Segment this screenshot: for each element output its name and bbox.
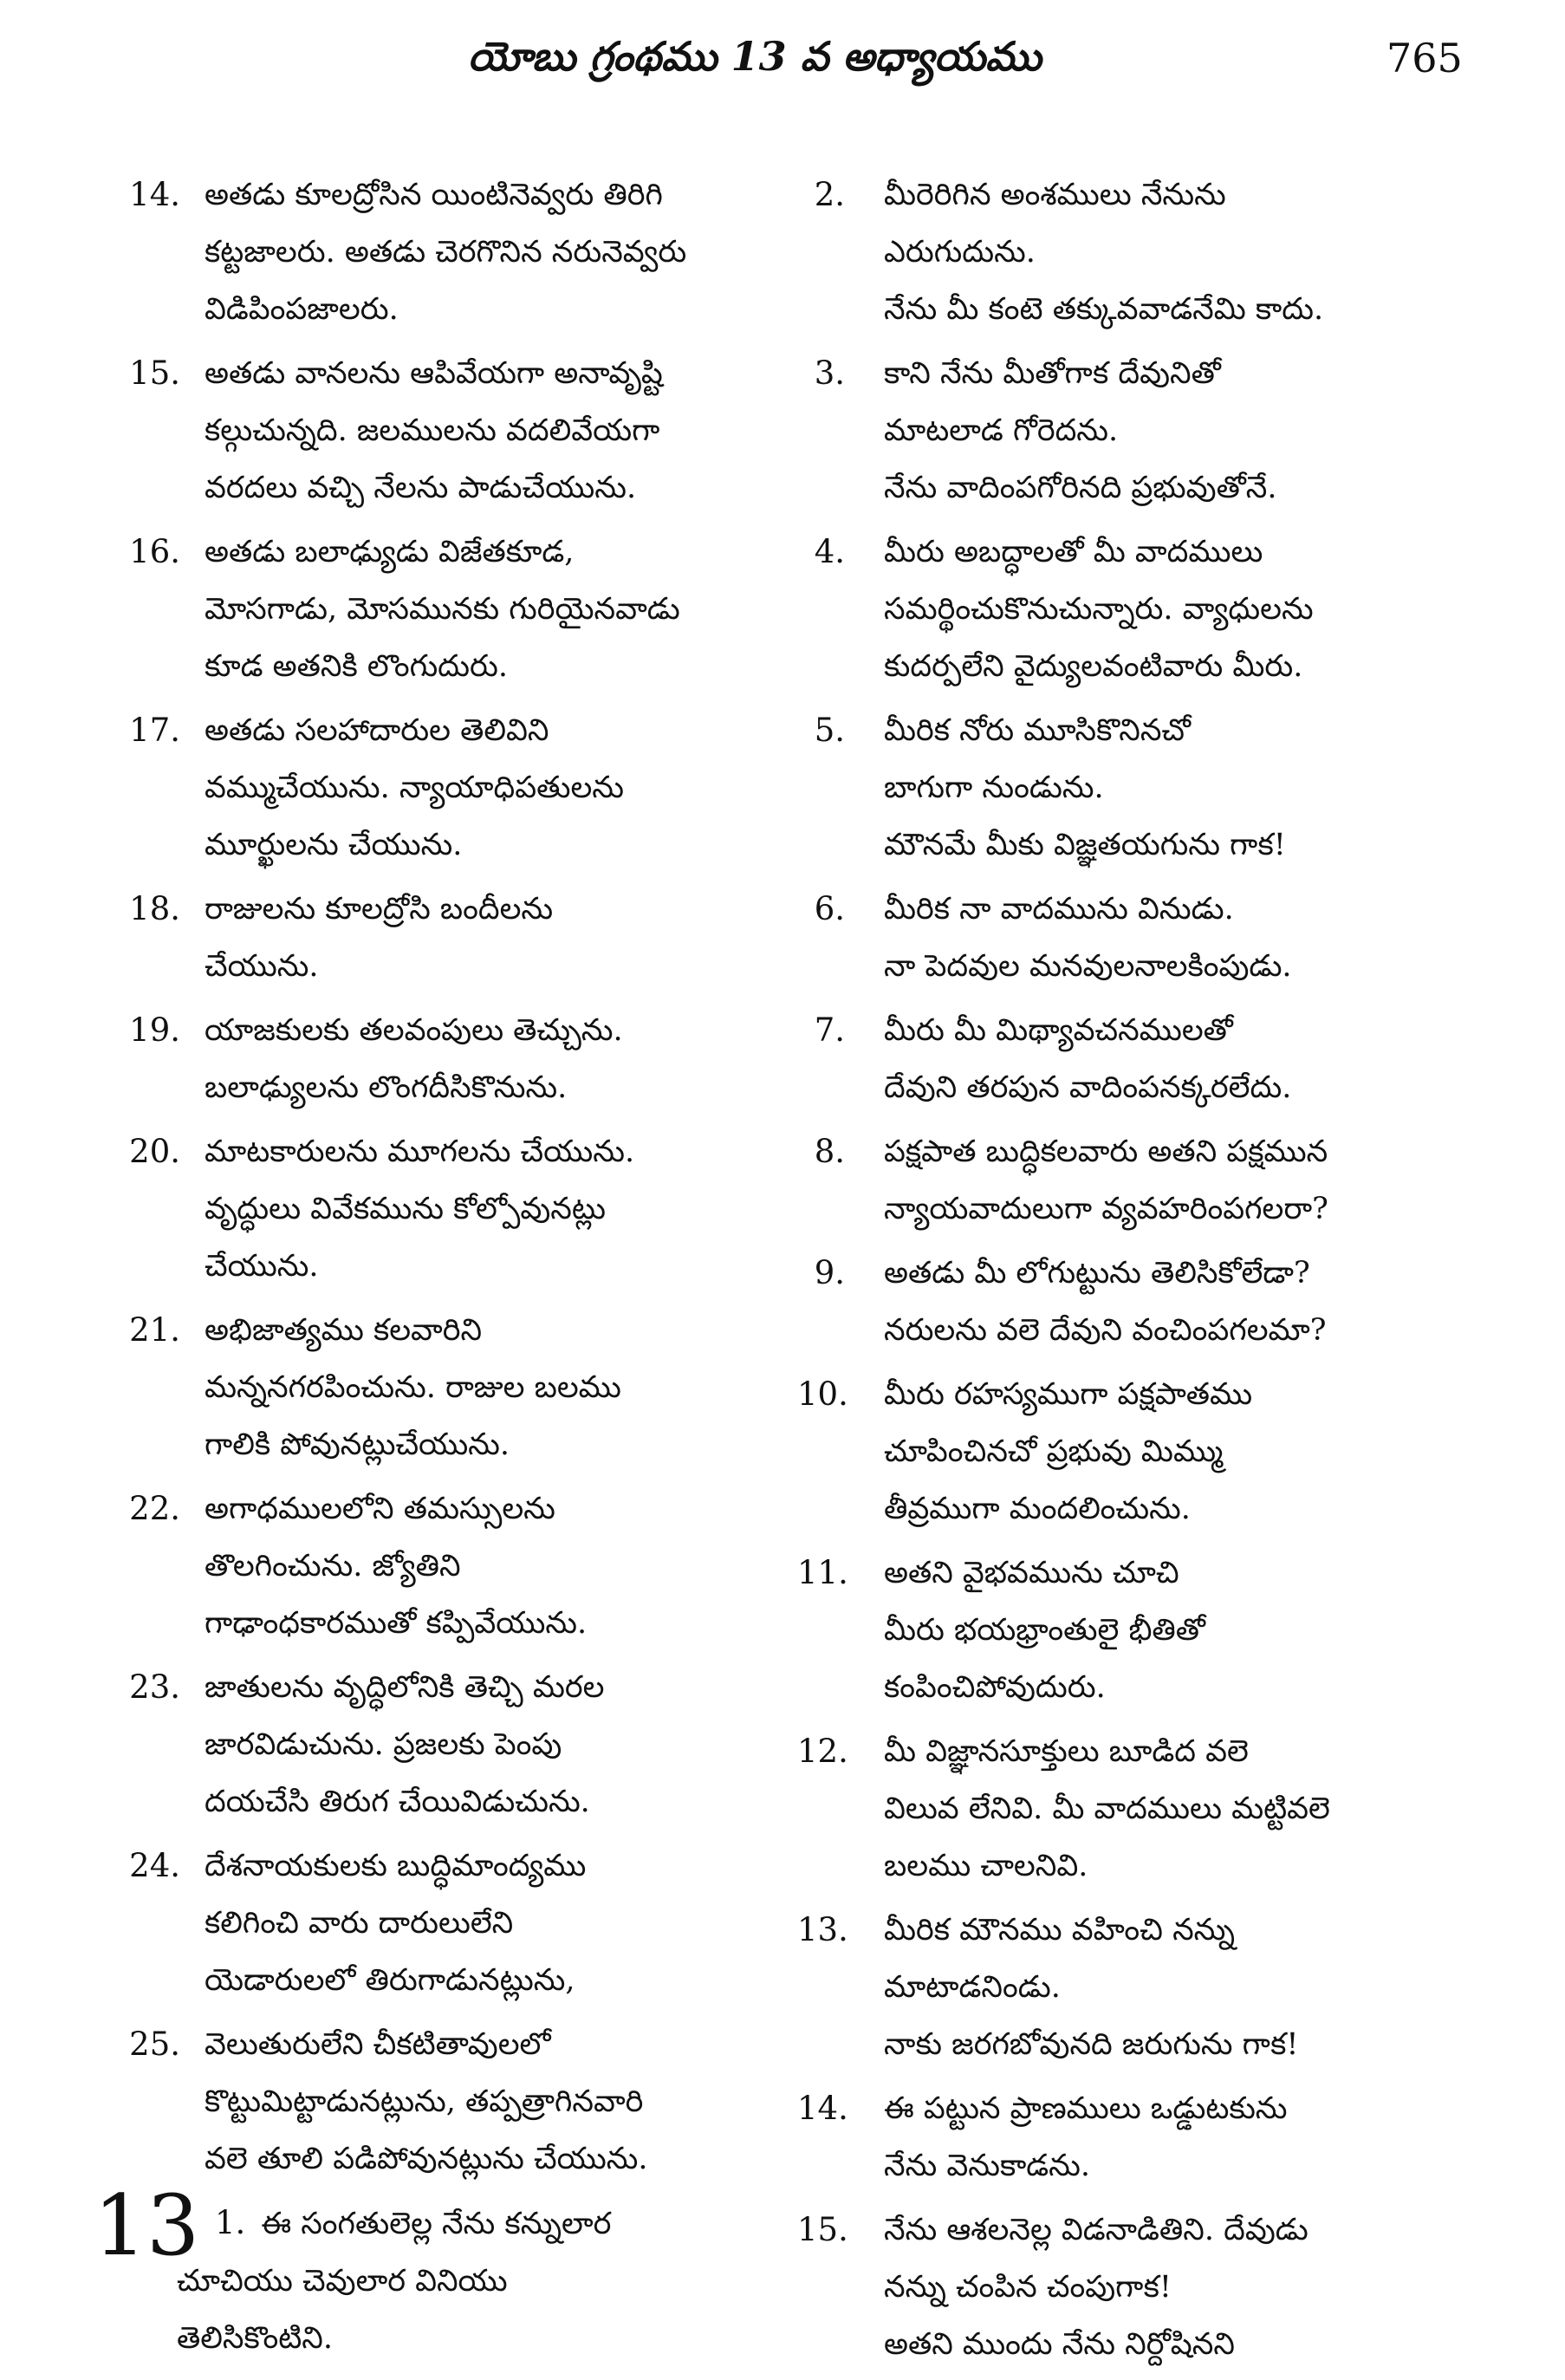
right-verse-list: [797, 166, 1473, 2373]
verse-line: వలె తూలి పడిపోవునట్లును చేయును.: [205, 2142, 648, 2176]
verse-line: విడిపింపజాలరు.: [205, 292, 399, 327]
verse: [797, 1245, 1473, 1359]
verse-line: మీరు అబద్ధాలతో మీ వాదములు: [884, 535, 1263, 569]
verse-line: అతడు మీ లోగుట్టును తెలిసికోలేడా?: [884, 1256, 1310, 1291]
verse-number: 19.: [129, 1011, 180, 1049]
verse: [94, 1837, 752, 2009]
verse-number: 8.: [814, 1133, 845, 1170]
verse-line: తెలిసికొంటిని.: [177, 2321, 333, 2356]
verse-number: 22.: [129, 1490, 180, 1527]
verse-line: జారవిడుచును. ప్రజలకు పెంపు: [205, 1727, 562, 1762]
verse: [797, 523, 1473, 695]
left-column: [94, 166, 752, 2367]
verse-line: మౌనమే మీకు విజ్ఞతయగును గాక!: [884, 828, 1286, 862]
verse-line: మోసగాడు, మోసమునకు గురియైనవాడు: [205, 592, 680, 627]
verse-line: కంపించిపోవుదురు.: [884, 1670, 1106, 1705]
verse-line: మీరెరిగిన అంశములు నేనును: [884, 178, 1226, 212]
verse: [797, 1002, 1473, 1116]
verse-number: 14.: [129, 176, 180, 213]
verse-line: కాని నేను మీతోగాక దేవునితో: [884, 356, 1221, 391]
verse-line: మీరిక మౌనము వహించి నన్ను: [884, 1913, 1235, 1948]
verse-number: 15.: [129, 354, 180, 392]
verse-line: నాకు జరగబోవునది జరుగును గాక!: [884, 2027, 1299, 2062]
verse-number: 18.: [129, 890, 180, 927]
page-header: [0, 33, 1565, 111]
verse-line: అతడు సలహాదారుల తెలివిని: [205, 713, 549, 748]
verse: [797, 2080, 1473, 2195]
verse-line: నేను ఆశలనెల్ల విడనాడితిని. దేవుడు: [884, 2213, 1308, 2247]
verse-line: అగాధములలోని తమస్సులను: [205, 1492, 555, 1526]
verse-number: 11.: [797, 1554, 848, 1591]
verse: [94, 345, 752, 517]
verse-line: రాజులను కూలద్రోసి బందీలను: [205, 892, 554, 927]
verse-line: మన్ననగరపించును. రాజుల బలము: [205, 1370, 621, 1405]
verse-number: 6.: [814, 890, 845, 927]
verse: [94, 1123, 752, 1295]
verse-line: యెడారులలో తిరుగాడునట్లును,: [205, 1963, 575, 1998]
verse-line: మీరిక నా వాదమును వినుడు.: [884, 892, 1234, 927]
verse-line: మీరు రహస్యముగా పక్షపాతము: [884, 1377, 1253, 1412]
verse-line: అతని ముందు నేను నిర్దోషినని: [884, 2327, 1235, 2362]
verse: [797, 345, 1473, 517]
verse-number: 5.: [814, 712, 845, 749]
verse: [94, 1002, 752, 1116]
verse-line: నా పెదవుల మనవులనాలకింపుడు.: [884, 949, 1292, 984]
verse-number: 17.: [129, 712, 180, 749]
verse: [797, 881, 1473, 995]
verse-line: కూడ అతనికి లొంగుదురు.: [205, 649, 508, 684]
verse: [797, 1544, 1473, 1716]
verse: [94, 881, 752, 995]
verse: [94, 702, 752, 874]
verse-line: నరులను వలె దేవుని వంచింపగలమా?: [884, 1313, 1327, 1348]
verse-line: వమ్ముచేయును. న్యాయాధిపతులను: [205, 771, 624, 805]
verse-line: చేయును.: [205, 1249, 319, 1284]
verse-line: అతడు వానలను ఆపివేయగా అనావృష్టి: [205, 356, 663, 391]
verse: [94, 1302, 752, 1473]
verse-number: 3.: [814, 354, 845, 392]
verse: [797, 1902, 1473, 2073]
verse-line: నేను వాదింపగోరినది ప్రభువుతోనే.: [884, 471, 1277, 505]
verse-line: కట్టజాలరు. అతడు చెరగొనిన నరునెవ్వరు: [205, 235, 687, 270]
verse-line: అతడు బలాఢ్యుడు విజేతకూడ,: [205, 535, 575, 569]
verse-line: నన్ను చంపిన చంపుగాక!: [884, 2270, 1172, 2305]
verse: [797, 2201, 1473, 2373]
verse-number: 24.: [129, 1847, 180, 1884]
verse-number: 16.: [129, 533, 180, 570]
right-column: [797, 166, 1473, 2380]
verse-line: చేయును.: [205, 949, 319, 984]
verse: [94, 2016, 752, 2188]
verse-line: మాటకారులను మూగలను చేయును.: [205, 1135, 635, 1169]
verse-number: 25.: [129, 2026, 180, 2063]
verse: [94, 166, 752, 338]
verse-line: అతని వైభవమును చూచి: [884, 1556, 1179, 1590]
verse-line: నేను మీ కంటె తక్కువవాడనేమి కాదు.: [884, 292, 1324, 327]
verse-line: మాటాడనిండు.: [884, 1970, 1061, 2005]
verse-line: చూచియు చెవులార వినియు: [177, 2264, 508, 2299]
verse-number: 1.: [215, 2204, 246, 2241]
verse-line: ఎరుగుదును.: [884, 235, 1036, 270]
verse: [797, 166, 1473, 338]
verse-line: యాజకులకు తలవంపులు తెచ్చును.: [205, 1013, 623, 1048]
verse: [797, 1723, 1473, 1895]
verse-number: 10.: [797, 1375, 848, 1413]
verse-number: 15.: [797, 2211, 848, 2248]
verse-line: బలాఢ్యులను లొంగదీసికొనును.: [205, 1070, 568, 1105]
verse-line: దేవుని తరపున వాదింపనక్కరలేదు.: [884, 1070, 1292, 1105]
verse-line: కుదర్పలేని వైద్యులవంటివారు మీరు.: [884, 649, 1303, 684]
verse-line: బాగుగా నుండును.: [884, 771, 1104, 805]
verse-number: 21.: [129, 1311, 180, 1349]
verse-line: మీరు మీ మిథ్యావచనములతో: [884, 1013, 1233, 1048]
verse-line: తొలగించును. జ్యోతిని: [205, 1549, 461, 1583]
verse-line: మీ విజ్ఞానసూక్తులు బూడిద వలె: [884, 1734, 1249, 1769]
verse-line: మీరిక నోరు మూసికొనినచో: [884, 713, 1192, 748]
verse-number: 9.: [814, 1254, 845, 1291]
verse-line: వరదలు వచ్చి నేలను పాడుచేయును.: [205, 471, 637, 505]
verse-line: కల్గుచున్నది. జలములను వదలివేయగా: [205, 413, 660, 448]
running-title: యోబు గ్రంథము 13 వ అధ్యాయము: [468, 33, 1042, 80]
verse-line: వెలుతురులేని చీకటితావులలో: [205, 2027, 551, 2062]
verse-line: మీరు భయభ్రాంతులై భీతితో: [884, 1613, 1205, 1648]
verse: [797, 702, 1473, 874]
verse-line: గాలికి పోవునట్లుచేయును.: [205, 1427, 510, 1462]
verse: [797, 1123, 1473, 1238]
verse-number: 20.: [129, 1133, 180, 1170]
verse: [797, 1366, 1473, 1538]
verse-number: 14.: [797, 2090, 848, 2127]
verse-line: విలువ లేనివి. మీ వాదములు మట్టివలె: [884, 1792, 1330, 1826]
verse-line: నేను వెనుకాడను.: [884, 2149, 1090, 2183]
verse-line: కలిగించి వారు దారులులేని: [205, 1906, 514, 1941]
left-verse-list: [94, 166, 752, 2188]
verse-line: చూపించినచో ప్రభువు మిమ్ము: [884, 1434, 1224, 1469]
verse-line: బలము చాలనివి.: [884, 1849, 1088, 1883]
verse-line: న్యాయవాదులుగా వ్యవహరింపగలరా?: [884, 1192, 1328, 1226]
verse-line: పక్షపాత బుద్ధికలవారు అతని పక్షమున: [884, 1135, 1328, 1169]
verse-number: 7.: [814, 1011, 845, 1049]
verse-line: కొట్టుమిట్టాడునట్లును, తప్పత్రాగినవారి: [205, 2084, 644, 2119]
verse-number: 12.: [797, 1733, 848, 1770]
verse-number: 2.: [814, 176, 845, 213]
verse-line: మూర్ఖులను చేయును.: [205, 828, 463, 862]
verse-line: మాటలాడ గోరెదను.: [884, 413, 1119, 448]
verse-line: వృద్ధులు వివేకమును కోల్పోవునట్లు: [205, 1192, 607, 1226]
chapter-start: [94, 2177, 752, 2367]
verse: [94, 1659, 752, 1831]
verse-line: తీవ్రముగా మందలించును.: [884, 1492, 1191, 1526]
verse-number: 13.: [797, 1911, 848, 1948]
verse-number: 4.: [814, 533, 845, 570]
verse-line: అతడు కూలద్రోసిన యింటినెవ్వరు తిరిగి: [205, 178, 663, 212]
verse: [94, 523, 752, 695]
verse-line: ఈ పట్టున ప్రాణములు ఒడ్డుటకును: [884, 2091, 1288, 2126]
verse-line: దయచేసి తిరుగ చేయివిడుచును.: [205, 1785, 590, 1819]
verse-line: జాతులను వృద్ధిలోనికి తెచ్చి మరల: [205, 1670, 605, 1705]
verse-line: గాఢాంధకారముతో కప్పివేయును.: [205, 1606, 588, 1641]
verse: [94, 1480, 752, 1652]
verse-line: అభిజాత్యము కలవారిని: [205, 1313, 483, 1348]
verse-line: దేశనాయకులకు బుద్ధిమాంద్యము: [205, 1849, 587, 1883]
page-number: 765: [1386, 35, 1463, 81]
verse-text: ఈ సంగతులెల్ల నేను కన్నులార: [261, 2207, 612, 2241]
chapter-number: 13: [94, 2177, 200, 2274]
verse-line: సమర్థించుకొనుచున్నారు. వ్యాధులను: [884, 592, 1314, 627]
verse-number: 23.: [129, 1668, 180, 1706]
